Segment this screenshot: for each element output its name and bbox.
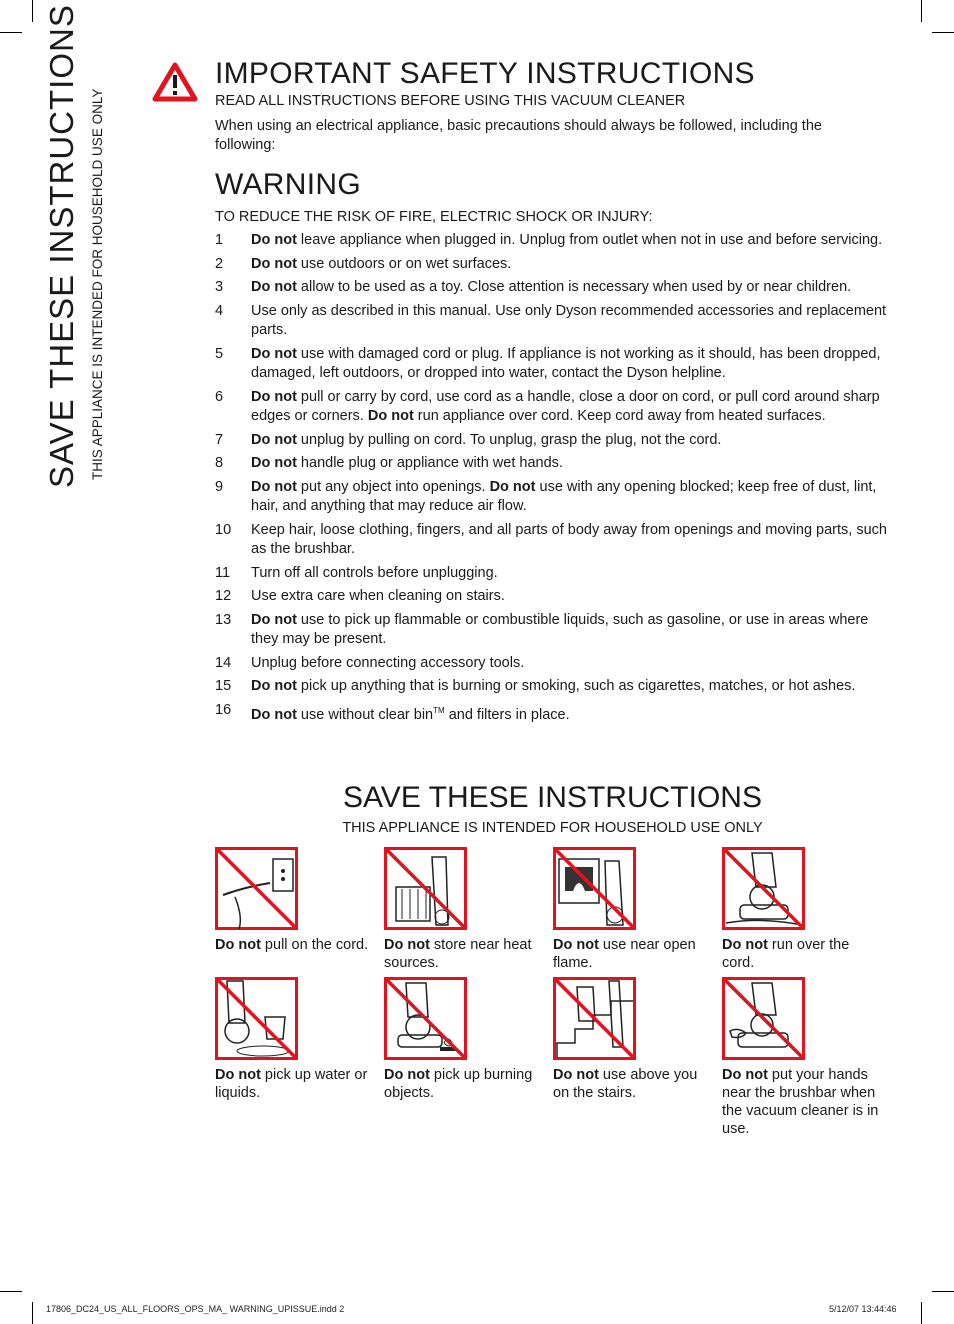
- pictogram-caption-text: pick up burning objects.: [384, 1067, 533, 1101]
- warning-text: Use only as described in this manual. Use only Dyson recommended accessories and replacement parts.: [251, 302, 887, 338]
- trademark-mark: TM: [433, 705, 445, 715]
- warning-text: Unplug before connecting accessory tools.: [251, 654, 525, 671]
- page-title: IMPORTANT SAFETY INSTRUCTIONS: [215, 57, 755, 90]
- warning-item: [215, 454, 890, 474]
- do-not-label: Do not: [384, 1067, 430, 1083]
- crop-mark: [0, 1291, 22, 1292]
- warning-item-number: 16: [215, 701, 232, 718]
- pictogram-caption: [553, 1066, 713, 1102]
- do-not-label: Do not: [251, 255, 297, 272]
- warning-item: [215, 701, 890, 725]
- warning-item-text: [251, 677, 890, 697]
- pictogram-card: [384, 847, 544, 972]
- pictogram-caption-text: store near heat sources.: [384, 937, 532, 971]
- pictogram-caption-text: use near open flame.: [553, 937, 696, 971]
- warning-text: use with damaged cord or plug. If appliance is not working as it should, has been dropped, damaged, left outdoors, or dropped into water, contact the Dyson helpline.: [251, 345, 881, 381]
- crop-mark: [921, 0, 922, 22]
- do-not-label: Do not: [489, 478, 536, 495]
- warning-text: Turn off all controls before unplugging.: [251, 564, 498, 581]
- warning-item: [215, 478, 890, 517]
- warning-text: use outdoors or on wet surfaces.: [296, 255, 512, 272]
- warning-item-number: 11: [215, 564, 231, 581]
- do-not-label: Do not: [553, 1067, 599, 1083]
- household-use-notice: THIS APPLIANCE IS INTENDED FOR HOUSEHOLD USE ONLY: [342, 820, 763, 836]
- pictogram-card: [384, 977, 544, 1102]
- do-not-label: Do not: [251, 345, 297, 362]
- do-not-label: Do not: [215, 1067, 261, 1083]
- pull-cord-prohibited-icon: [215, 847, 298, 930]
- side-banner: [42, 4, 132, 488]
- do-not-label: Do not: [251, 279, 297, 295]
- risk-notice: TO REDUCE THE RISK OF FIRE, ELECTRIC SHOCK OR INJURY:: [215, 208, 653, 225]
- warning-item-number: 10: [215, 521, 232, 538]
- pictogram-caption-text: run over the cord.: [722, 937, 850, 971]
- warning-item-text: [251, 454, 890, 474]
- footer-file-name: 17806_DC24_US_ALL_FLOORS_OPS_MA_ WARNING_UPISSUE.indd 2: [46, 1304, 345, 1314]
- warning-item-text: [251, 654, 890, 674]
- do-not-label: Do not: [251, 678, 297, 694]
- warning-item: [215, 255, 890, 275]
- warning-item-number: 13: [215, 611, 232, 628]
- warning-item: [215, 611, 890, 650]
- warning-item: [215, 677, 890, 697]
- pictogram-caption-text: pull on the cord.: [260, 937, 369, 953]
- warning-item-number: 5: [215, 345, 224, 362]
- water-liquids-prohibited-icon: [215, 977, 298, 1060]
- crop-mark: [921, 1302, 922, 1324]
- warning-triangle-icon: [152, 62, 198, 102]
- pictogram-card: [553, 847, 713, 972]
- warning-item-text: [251, 388, 890, 427]
- save-instructions-title: SAVE THESE INSTRUCTIONS: [343, 781, 762, 814]
- warning-text: Use extra care when cleaning on stairs.: [251, 588, 505, 604]
- warning-item-number: 14: [215, 654, 232, 671]
- warning-item-text: [251, 521, 890, 560]
- warning-item-number: 8: [215, 455, 224, 471]
- warning-item: [215, 564, 890, 584]
- warning-heading: WARNING: [215, 167, 361, 201]
- warning-item: [215, 587, 890, 607]
- save-instructions-block: [215, 780, 890, 838]
- pictogram-caption-text: put your hands near the brushbar when the vacuum cleaner is in use.: [722, 1067, 879, 1137]
- do-not-label: Do not: [251, 611, 297, 628]
- warning-item-number: 12: [215, 588, 232, 604]
- warning-item-number: 1: [215, 232, 224, 248]
- warning-item-text: [251, 611, 890, 650]
- do-not-label: Do not: [251, 431, 297, 448]
- heat-source-prohibited-icon: [384, 847, 467, 930]
- pictogram-card: [722, 977, 882, 1138]
- warning-item-text: [251, 431, 890, 451]
- crop-mark: [0, 32, 22, 33]
- do-not-label: Do not: [251, 388, 297, 405]
- warning-item-number: 3: [215, 279, 224, 295]
- side-banner-title: SAVE THESE INSTRUCTIONS: [43, 4, 80, 488]
- warning-text: and filters in place.: [444, 706, 570, 723]
- warning-item: [215, 521, 890, 560]
- warning-item-text: [251, 564, 890, 584]
- warning-list: [215, 231, 890, 725]
- read-all-notice: READ ALL INSTRUCTIONS BEFORE USING THIS VACUUM CLEANER: [215, 93, 686, 109]
- do-not-label: Do not: [384, 937, 430, 953]
- warning-item-text: [251, 231, 890, 251]
- warning-text: use with any opening blocked; keep free of dust, lint, hair, and anything that may reduce air flow.: [251, 478, 877, 514]
- warning-item-text: [251, 478, 890, 517]
- warning-item-text: [251, 701, 890, 725]
- pictogram-caption: [384, 1066, 544, 1102]
- warning-item-number: 9: [215, 478, 224, 495]
- warning-item-text: [251, 302, 890, 341]
- warning-item: [215, 431, 890, 451]
- pictogram-card: [215, 847, 375, 954]
- warning-text: allow to be used as a toy. Close attention is necessary when used by or near children.: [296, 279, 852, 295]
- hands-near-brushbar-prohibited-icon: [722, 977, 805, 1060]
- pictogram-caption: [553, 936, 713, 972]
- run-over-cord-prohibited-icon: [722, 847, 805, 930]
- warning-item-text: [251, 345, 890, 384]
- crop-mark: [932, 1291, 954, 1292]
- crop-mark: [932, 32, 954, 33]
- warning-item-number: 15: [215, 678, 232, 694]
- intro-paragraph: When using an electrical appliance, basic precautions should always be followed, including the following:: [215, 117, 822, 153]
- pictogram-caption: [215, 936, 375, 954]
- warning-text: handle plug or appliance with wet hands.: [296, 455, 563, 471]
- warning-text: put any object into openings.: [296, 478, 490, 495]
- warning-text: use without clear bin: [296, 706, 434, 723]
- warning-item: [215, 302, 890, 341]
- warning-text: Keep hair, loose clothing, fingers, and all parts of body away from openings and moving parts, such as the brushbar.: [251, 521, 887, 557]
- do-not-label: Do not: [251, 455, 297, 471]
- above-on-stairs-prohibited-icon: [553, 977, 636, 1060]
- burning-objects-prohibited-icon: [384, 977, 467, 1060]
- pictogram-caption: [215, 1066, 375, 1102]
- open-flame-prohibited-icon: [553, 847, 636, 930]
- warning-item: [215, 345, 890, 384]
- warning-text: use to pick up flammable or combustible liquids, such as gasoline, or use in areas where they may be present.: [251, 611, 869, 647]
- warning-item-number: 6: [215, 388, 224, 405]
- crop-mark: [32, 1302, 33, 1324]
- warning-text: run appliance over cord. Keep cord away from heated surfaces.: [413, 408, 826, 424]
- warning-text: pick up anything that is burning or smoking, such as cigarettes, matches, or hot ashes.: [296, 678, 856, 694]
- do-not-label: Do not: [215, 937, 261, 953]
- do-not-label: Do not: [367, 408, 414, 424]
- warning-item-text: [251, 587, 890, 607]
- warning-item-text: [251, 278, 890, 298]
- do-not-label: Do not: [722, 937, 768, 953]
- do-not-label: Do not: [251, 478, 297, 495]
- warning-item: [215, 654, 890, 674]
- pictogram-caption: [722, 1066, 882, 1138]
- warning-text: leave appliance when plugged in. Unplug from outlet when not in use and before servicing.: [296, 232, 883, 248]
- warning-item-number: 4: [215, 302, 224, 319]
- warning-item-number: 2: [215, 255, 224, 272]
- warning-item: [215, 278, 890, 298]
- warning-item: [215, 231, 890, 251]
- warning-item-number: 7: [215, 431, 224, 448]
- pictogram-grid: [215, 847, 895, 1147]
- warning-text: unplug by pulling on cord. To unplug, grasp the plug, not the cord.: [296, 431, 722, 448]
- footer-timestamp: 5/12/07 13:44:46: [829, 1304, 897, 1314]
- crop-mark: [32, 0, 33, 22]
- do-not-label: Do not: [251, 232, 297, 248]
- pictogram-caption-text: use above you on the stairs.: [553, 1067, 698, 1101]
- side-banner-subtitle: THIS APPLIANCE IS INTENDED FOR HOUSEHOLD USE ONLY: [90, 88, 105, 480]
- safety-content: [215, 56, 890, 729]
- pictogram-caption-text: pick up water or liquids.: [215, 1067, 368, 1101]
- pictogram-card: [215, 977, 375, 1102]
- warning-item: [215, 388, 890, 427]
- pictogram-card: [553, 977, 713, 1102]
- pictogram-card: [722, 847, 882, 972]
- pictogram-caption: [722, 936, 882, 972]
- warning-item-text: [251, 255, 890, 275]
- warning-text: pull or carry by cord, use cord as a handle, close a door on cord, or pull cord around sharp edges or corners.: [251, 388, 880, 424]
- do-not-label: Do not: [722, 1067, 768, 1083]
- do-not-label: Do not: [251, 706, 297, 723]
- pictogram-caption: [384, 936, 544, 972]
- do-not-label: Do not: [553, 937, 599, 953]
